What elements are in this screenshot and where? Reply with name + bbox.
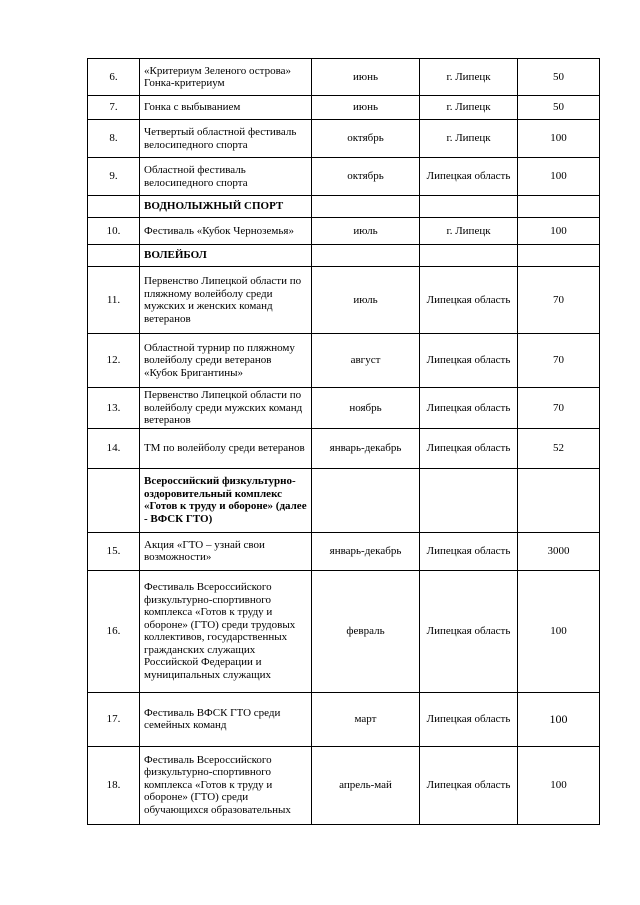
table-row bbox=[88, 96, 600, 120]
row-number-cell: 8. bbox=[88, 120, 140, 158]
participants-cell: 70 bbox=[518, 267, 600, 334]
participants-cell: 100 bbox=[518, 570, 600, 692]
row-number-cell: 12. bbox=[88, 334, 140, 388]
participants-cell bbox=[518, 196, 600, 218]
participants-cell: 3000 bbox=[518, 532, 600, 570]
table-row bbox=[88, 428, 600, 468]
event-name-cell: Фестиваль Всероссийского физкультурно-спортивного комплекса «Готов к труду и обороне» (ГТО) среди обучающихся образовательных bbox=[140, 746, 312, 824]
row-number-cell: 11. bbox=[88, 267, 140, 334]
section-title-cell: ВОЛЕЙБОЛ bbox=[140, 245, 312, 267]
section-row bbox=[88, 245, 600, 267]
row-number-cell: 9. bbox=[88, 158, 140, 196]
date-cell: июль bbox=[312, 267, 420, 334]
event-name-cell: Фестиваль Всероссийского физкультурно-спортивного комплекса «Готов к труду и обороне» (ГТО) среди трудовых коллективов, государственных гражданских служащих Российской Федерации и муниципальных служащих bbox=[140, 570, 312, 692]
date-cell: ноябрь bbox=[312, 388, 420, 429]
event-name-cell: Областной фестиваль велосипедного спорта bbox=[140, 158, 312, 196]
row-number-cell: 7. bbox=[88, 96, 140, 120]
date-cell: апрель-май bbox=[312, 746, 420, 824]
event-name-cell: Фестиваль ВФСК ГТО среди семейных команд bbox=[140, 692, 312, 746]
participants-cell: 50 bbox=[518, 59, 600, 96]
row-number-cell: 14. bbox=[88, 428, 140, 468]
date-cell: февраль bbox=[312, 570, 420, 692]
table-row bbox=[88, 267, 600, 334]
participants-cell: 100 bbox=[518, 120, 600, 158]
participants-cell: 70 bbox=[518, 388, 600, 429]
table-row bbox=[88, 692, 600, 746]
date-cell: июнь bbox=[312, 96, 420, 120]
place-cell: г. Липецк bbox=[420, 218, 518, 245]
participants-cell bbox=[518, 245, 600, 267]
participants-cell: 100 bbox=[518, 218, 600, 245]
table-row bbox=[88, 59, 600, 96]
participants-cell: 100 bbox=[518, 692, 600, 746]
table-row bbox=[88, 746, 600, 824]
place-cell: Липецкая область bbox=[420, 532, 518, 570]
date-cell bbox=[312, 468, 420, 532]
table-row bbox=[88, 532, 600, 570]
section-title-cell: Всероссийский физкультурно-оздоровительный комплекс «Готов к труду и обороне» (далее - ВФСК ГТО) bbox=[140, 468, 312, 532]
section-row bbox=[88, 196, 600, 218]
place-cell: Липецкая область bbox=[420, 570, 518, 692]
event-name-cell: Областной турнир по пляжному волейболу среди ветеранов «Кубок Бригантины» bbox=[140, 334, 312, 388]
event-name-cell: Гонка с выбыванием bbox=[140, 96, 312, 120]
place-cell: Липецкая область bbox=[420, 334, 518, 388]
event-name-cell: Фестиваль «Кубок Черноземья» bbox=[140, 218, 312, 245]
participants-cell: 100 bbox=[518, 746, 600, 824]
event-name-cell: «Критериум Зеленого острова» Гонка-критериум bbox=[140, 59, 312, 96]
date-cell: январь-декабрь bbox=[312, 428, 420, 468]
row-number-cell bbox=[88, 196, 140, 218]
event-name-cell: Четвертый областной фестиваль велосипедного спорта bbox=[140, 120, 312, 158]
place-cell: г. Липецк bbox=[420, 120, 518, 158]
section-row bbox=[88, 468, 600, 532]
participants-cell bbox=[518, 468, 600, 532]
events-table-body bbox=[88, 59, 600, 825]
table-row bbox=[88, 158, 600, 196]
event-name-cell: Первенство Липецкой области по пляжному волейболу среди мужских и женских команд ветеранов bbox=[140, 267, 312, 334]
place-cell: Липецкая область bbox=[420, 267, 518, 334]
date-cell bbox=[312, 196, 420, 218]
participants-cell: 70 bbox=[518, 334, 600, 388]
table-row bbox=[88, 334, 600, 388]
place-cell: г. Липецк bbox=[420, 59, 518, 96]
participants-cell: 50 bbox=[518, 96, 600, 120]
place-cell bbox=[420, 245, 518, 267]
date-cell: июль bbox=[312, 218, 420, 245]
place-cell: Липецкая область bbox=[420, 746, 518, 824]
row-number-cell bbox=[88, 468, 140, 532]
events-table bbox=[87, 58, 600, 825]
participants-cell: 100 bbox=[518, 158, 600, 196]
row-number-cell: 13. bbox=[88, 388, 140, 429]
row-number-cell: 17. bbox=[88, 692, 140, 746]
place-cell: Липецкая область bbox=[420, 388, 518, 429]
place-cell bbox=[420, 196, 518, 218]
row-number-cell: 16. bbox=[88, 570, 140, 692]
date-cell bbox=[312, 245, 420, 267]
place-cell: Липецкая область bbox=[420, 158, 518, 196]
table-row bbox=[88, 570, 600, 692]
place-cell bbox=[420, 468, 518, 532]
date-cell: январь-декабрь bbox=[312, 532, 420, 570]
place-cell: Липецкая область bbox=[420, 692, 518, 746]
row-number-cell: 18. bbox=[88, 746, 140, 824]
date-cell: август bbox=[312, 334, 420, 388]
table-row bbox=[88, 218, 600, 245]
date-cell: октябрь bbox=[312, 158, 420, 196]
date-cell: июнь bbox=[312, 59, 420, 96]
event-name-cell: ТМ по волейболу среди ветеранов bbox=[140, 428, 312, 468]
place-cell: Липецкая область bbox=[420, 428, 518, 468]
table-row bbox=[88, 120, 600, 158]
participants-cell: 52 bbox=[518, 428, 600, 468]
row-number-cell: 6. bbox=[88, 59, 140, 96]
table-row bbox=[88, 388, 600, 429]
row-number-cell: 15. bbox=[88, 532, 140, 570]
row-number-cell bbox=[88, 245, 140, 267]
row-number-cell: 10. bbox=[88, 218, 140, 245]
place-cell: г. Липецк bbox=[420, 96, 518, 120]
event-name-cell: Первенство Липецкой области по волейболу среди мужских команд ветеранов bbox=[140, 388, 312, 429]
date-cell: октябрь bbox=[312, 120, 420, 158]
section-title-cell: ВОДНОЛЫЖНЫЙ СПОРТ bbox=[140, 196, 312, 218]
date-cell: март bbox=[312, 692, 420, 746]
event-name-cell: Акция «ГТО – узнай свои возможности» bbox=[140, 532, 312, 570]
